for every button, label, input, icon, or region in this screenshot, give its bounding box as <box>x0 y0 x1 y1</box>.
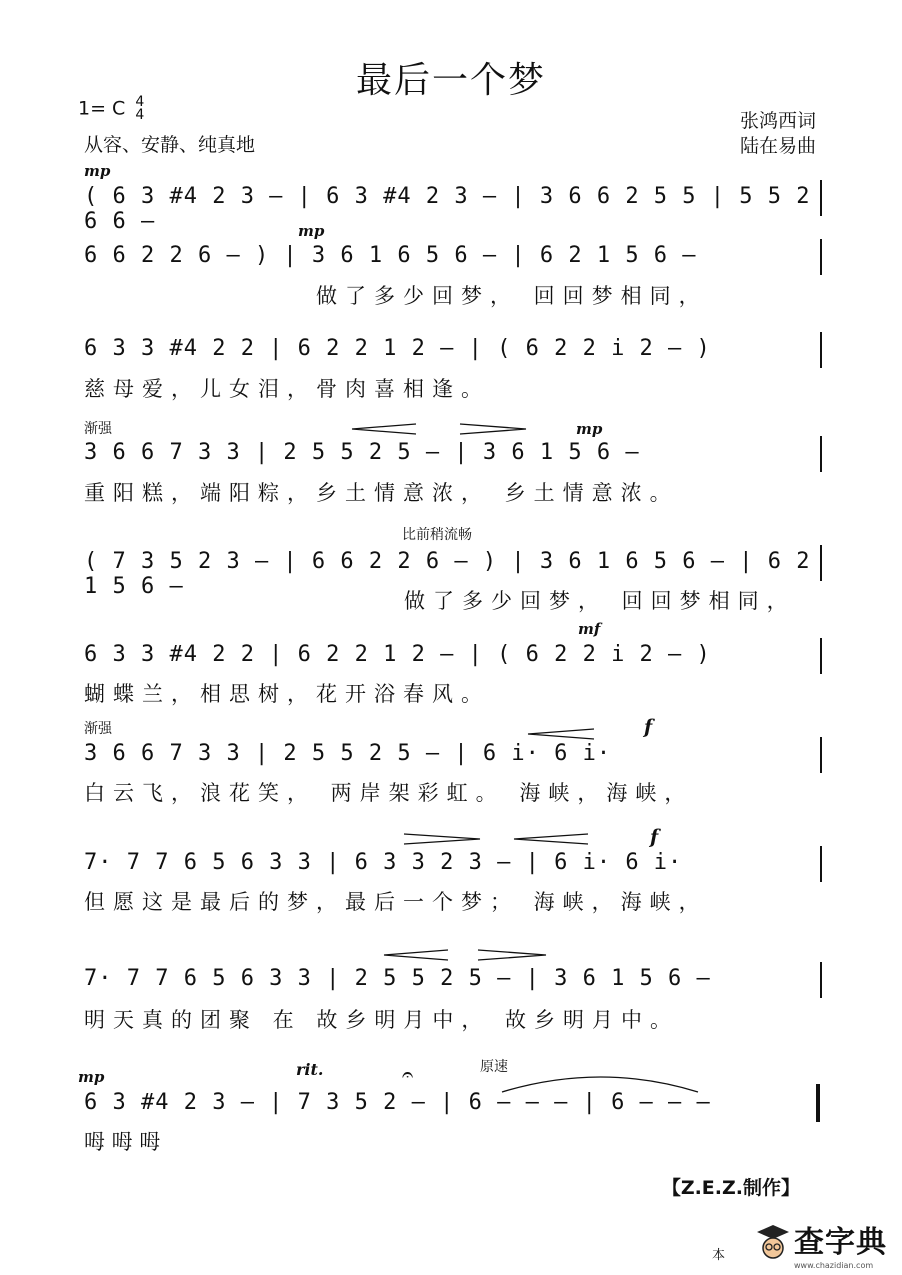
tempo-change-mark: 比前稍流畅 <box>402 527 472 543</box>
notes-line: 6 3 3 #4 2 2 | 6 2 2 1 2 – | ( 6 2 2 i 2 – ) <box>84 642 711 667</box>
ritardando-mark: rit. <box>296 1060 324 1079</box>
dynamic-mp: mp <box>84 162 111 180</box>
key-label: 1= C <box>78 97 126 120</box>
dynamic-f: f <box>644 716 653 738</box>
dynamic-mp: mp <box>298 222 325 240</box>
system-5 <box>84 549 824 599</box>
dynamic-f: f <box>650 826 659 848</box>
notes-line: ( 7 3 5 2 3 – | 6 6 2 2 6 – ) | 3 6 1 6 5 6 – | 6 2 1 5 6 – <box>84 549 811 599</box>
song-title: 最后一个梦 <box>355 60 546 101</box>
crescendo-hairpin <box>352 424 416 434</box>
notes-line: 6 3 3 #4 2 2 | 6 2 2 1 2 – | ( 6 2 2 i 2 – ) <box>84 336 711 361</box>
logo-url: www.chazidian.com <box>794 1260 874 1270</box>
barline <box>820 332 822 368</box>
diminuendo-hairpin <box>478 950 546 960</box>
credit-mark: 【Z.E.Z.制作】 <box>661 1177 800 1199</box>
lyrics-line: 慈母爱，儿女泪，骨肉喜相逢。 <box>84 377 490 401</box>
lyrics-line: 做了多少回梦， 回回梦相同， <box>316 284 708 308</box>
key-signature <box>78 96 144 122</box>
barline <box>820 737 822 773</box>
lyrics-line: 做了多少回梦， 回回梦相同， <box>404 589 796 613</box>
notes-line: 7· 7 7 6 5 6 3 3 | 2 5 5 2 5 – | 3 6 1 5 6 – <box>84 966 711 991</box>
barline <box>820 436 822 472</box>
tempo-marking: 从容、安静、纯真地 <box>84 134 256 156</box>
system-8 <box>84 850 824 890</box>
lyrics-line: 但愿这是最后的梦，最后一个梦； 海峡，海峡， <box>84 890 708 914</box>
lyrics-line: 明天真的团聚 在 故乡明月中， 故乡明月中。 <box>84 1008 680 1032</box>
composer: 陆在易曲 <box>740 135 817 157</box>
time-sig-bottom: 4 <box>135 107 145 123</box>
system-10 <box>84 1090 824 1130</box>
crescendo-mark: 渐强 <box>84 421 112 437</box>
final-barline <box>816 1084 820 1122</box>
barline <box>820 638 822 674</box>
system-6 <box>84 642 824 682</box>
hairpins <box>402 832 592 846</box>
time-sig-top: 4 <box>135 94 145 110</box>
crescendo-mark: 渐强 <box>84 721 112 737</box>
scholar-icon <box>756 1223 790 1263</box>
crescendo-hairpin <box>514 834 588 844</box>
hairpins <box>350 422 530 436</box>
dynamic-mf: mf <box>578 620 601 638</box>
system-7 <box>84 741 824 781</box>
notes-line: 6 6 2 2 6 – ) | 3 6 1 6 5 6 – | 6 2 1 5 6 – <box>84 243 697 268</box>
crescendo-hairpin <box>528 729 594 739</box>
system-9 <box>84 966 824 1006</box>
system-3 <box>84 336 824 376</box>
dynamic-mp: mp <box>576 420 603 438</box>
lyricist: 张鸿西词 <box>740 110 817 132</box>
notes-line: 7· 7 7 6 5 6 3 3 | 6 3 3 2 3 – | 6 i· 6 i· <box>84 850 683 875</box>
barline <box>820 962 822 998</box>
lyrics-line: 蝴蝶兰，相思树，花开浴春风。 <box>84 682 490 706</box>
logo-name: 查字典 <box>794 1224 887 1260</box>
lyrics-line: 重阳糕，端阳粽，乡土情意浓， 乡土情意浓。 <box>84 481 679 505</box>
barline <box>820 545 822 581</box>
small-text: 本 <box>712 1248 726 1263</box>
notes-line: 3 6 6 7 3 3 | 2 5 5 2 5 – | 6 i· 6 i· <box>84 741 612 766</box>
barline <box>820 180 822 216</box>
diminuendo-hairpin <box>460 424 526 434</box>
dynamic-mp: mp <box>78 1068 105 1086</box>
notes-line: 3 6 6 7 3 3 | 2 5 5 2 5 – | 3 6 1 5 6 – <box>84 440 640 465</box>
barline <box>820 846 822 882</box>
diminuendo-hairpin <box>404 834 480 844</box>
hairpins <box>382 948 552 962</box>
barline <box>820 239 822 275</box>
lyrics-line: 白云飞，浪花笑， 两岸架彩虹。 海峡，海峡， <box>84 781 694 805</box>
fermata-mark: 𝄐 <box>402 1062 414 1086</box>
notes-line: 6 3 #4 2 3 – | 7 3 5 2 – | 6 – – – | 6 – – – <box>84 1090 711 1115</box>
hairpins <box>526 727 598 741</box>
system-4 <box>84 440 824 480</box>
crescendo-hairpin <box>384 950 448 960</box>
a-tempo-mark: 原速 <box>480 1059 508 1075</box>
site-logo <box>756 1218 890 1268</box>
time-signature <box>135 96 144 122</box>
logo-block <box>794 1217 887 1270</box>
system-2 <box>84 243 824 283</box>
notes-line: ( 6 3 #4 2 3 – | 6 3 #4 2 3 – | 3 6 6 2 5 5 | 5 5 2 6 6 – <box>84 184 811 234</box>
lyrics-line: 呣 呣 呣 <box>84 1130 161 1154</box>
